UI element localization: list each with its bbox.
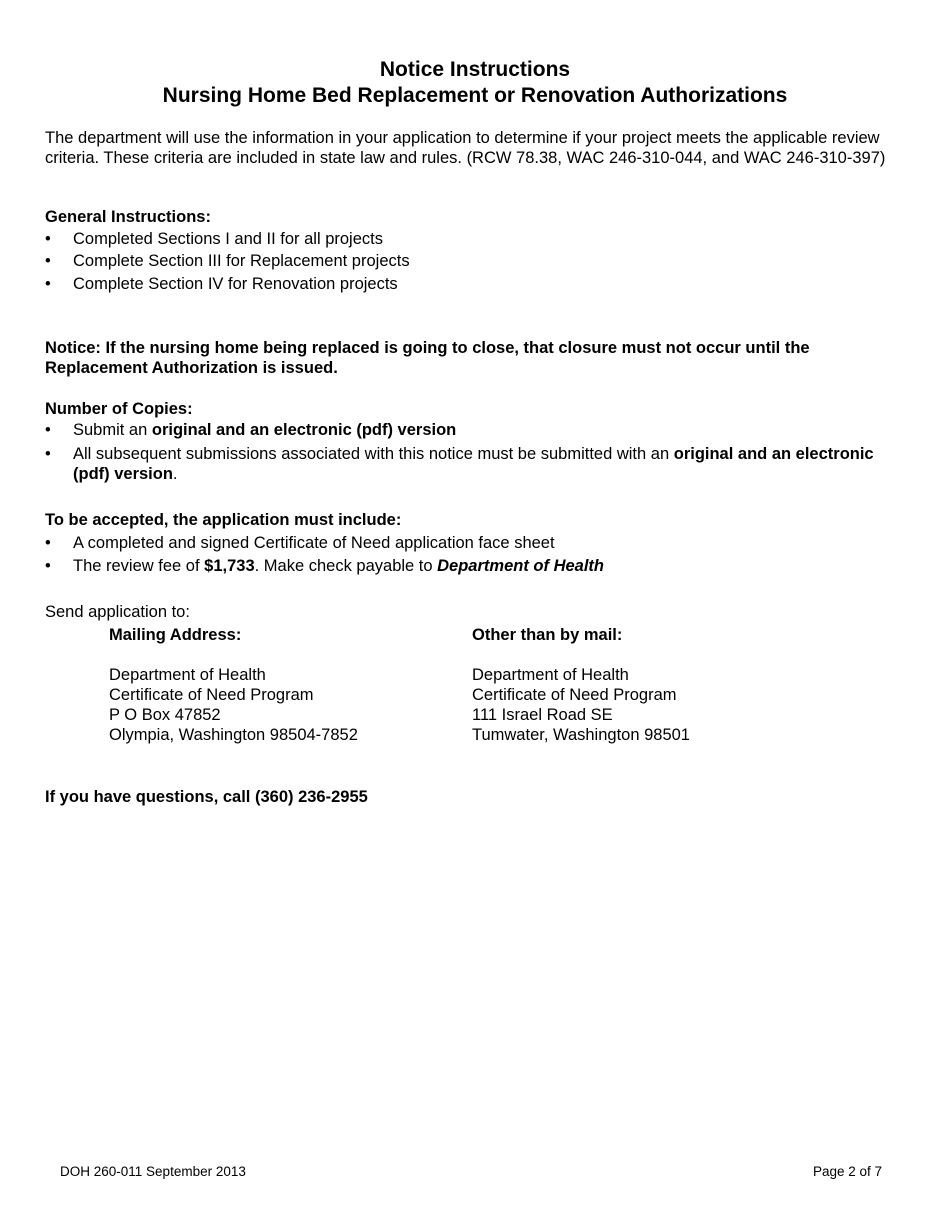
bullet-icon: •	[45, 421, 51, 439]
bullet-icon: •	[45, 252, 51, 270]
bullet-icon: •	[45, 230, 51, 248]
list-item: • A completed and signed Certificate of Need application face sheet	[45, 534, 555, 552]
bullet-icon: •	[45, 534, 51, 552]
copies-list	[45, 420, 907, 484]
acceptance-section	[45, 510, 907, 576]
general-instructions-section	[45, 207, 907, 294]
list-item: • All subsequent submissions associated with this notice must be submitted with an original and an electronic (pdf) version.	[45, 445, 874, 483]
address-line: 111 Israel Road SE	[472, 706, 613, 724]
address-line: Department of Health	[472, 666, 629, 684]
address-line: Certificate of Need Program	[109, 686, 314, 704]
bullet-icon: •	[45, 275, 51, 293]
other-address-heading: Other than by mail:	[472, 626, 623, 644]
list-item: • Complete Section III for Replacement projects	[45, 252, 410, 270]
list-item: • The review fee of $1,733. Make check payable to Department of Health	[45, 557, 604, 575]
address-line: Department of Health	[109, 666, 266, 684]
number-of-copies-heading: Number of Copies:	[45, 400, 193, 418]
acceptance-heading: To be accepted, the application must include:	[45, 511, 402, 529]
footer-form-id: DOH 260-011 September 2013	[60, 1164, 246, 1179]
mailing-address-heading: Mailing Address:	[109, 626, 242, 644]
general-instructions-heading: General Instructions:	[45, 208, 211, 226]
mailing-address-block	[109, 625, 429, 745]
other-address-block	[472, 625, 792, 745]
address-line: P O Box 47852	[109, 706, 221, 724]
address-line: Olympia, Washington 98504-7852	[109, 726, 358, 744]
list-item: • Complete Section IV for Renovation projects	[45, 275, 398, 293]
list-item: • Completed Sections I and II for all projects	[45, 230, 383, 248]
list-item: • Submit an original and an electronic (pdf) version	[45, 421, 457, 439]
intro-paragraph: The department will use the information in your application to determine if your project meets the applicable review criteria. These criteria are included in state law and rules. (RCW 78.38, WAC 246-310-044, and WAC 246-310-397)	[45, 129, 886, 167]
general-instructions-list	[45, 229, 907, 294]
closure-notice: Notice: If the nursing home being replaced is going to close, that closure must not occur until the Replacement Authorization is issued.	[45, 339, 810, 377]
page-subtitle: Nursing Home Bed Replacement or Renovation Authorizations	[162, 84, 788, 107]
address-line: Tumwater, Washington 98501	[472, 726, 690, 744]
questions-contact: If you have questions, call (360) 236-2955	[45, 788, 368, 806]
acceptance-list	[45, 533, 907, 576]
send-application-label: Send application to:	[45, 603, 190, 621]
review-fee: $1,733	[204, 557, 255, 575]
footer-page-number: Page 2 of 7	[812, 1164, 882, 1179]
address-line: Certificate of Need Program	[472, 686, 677, 704]
page-title: Notice Instructions	[379, 58, 571, 81]
bullet-icon: •	[45, 445, 51, 463]
number-of-copies-section	[45, 399, 907, 484]
bullet-icon: •	[45, 557, 51, 575]
payee-name: Department of Health	[437, 557, 604, 575]
